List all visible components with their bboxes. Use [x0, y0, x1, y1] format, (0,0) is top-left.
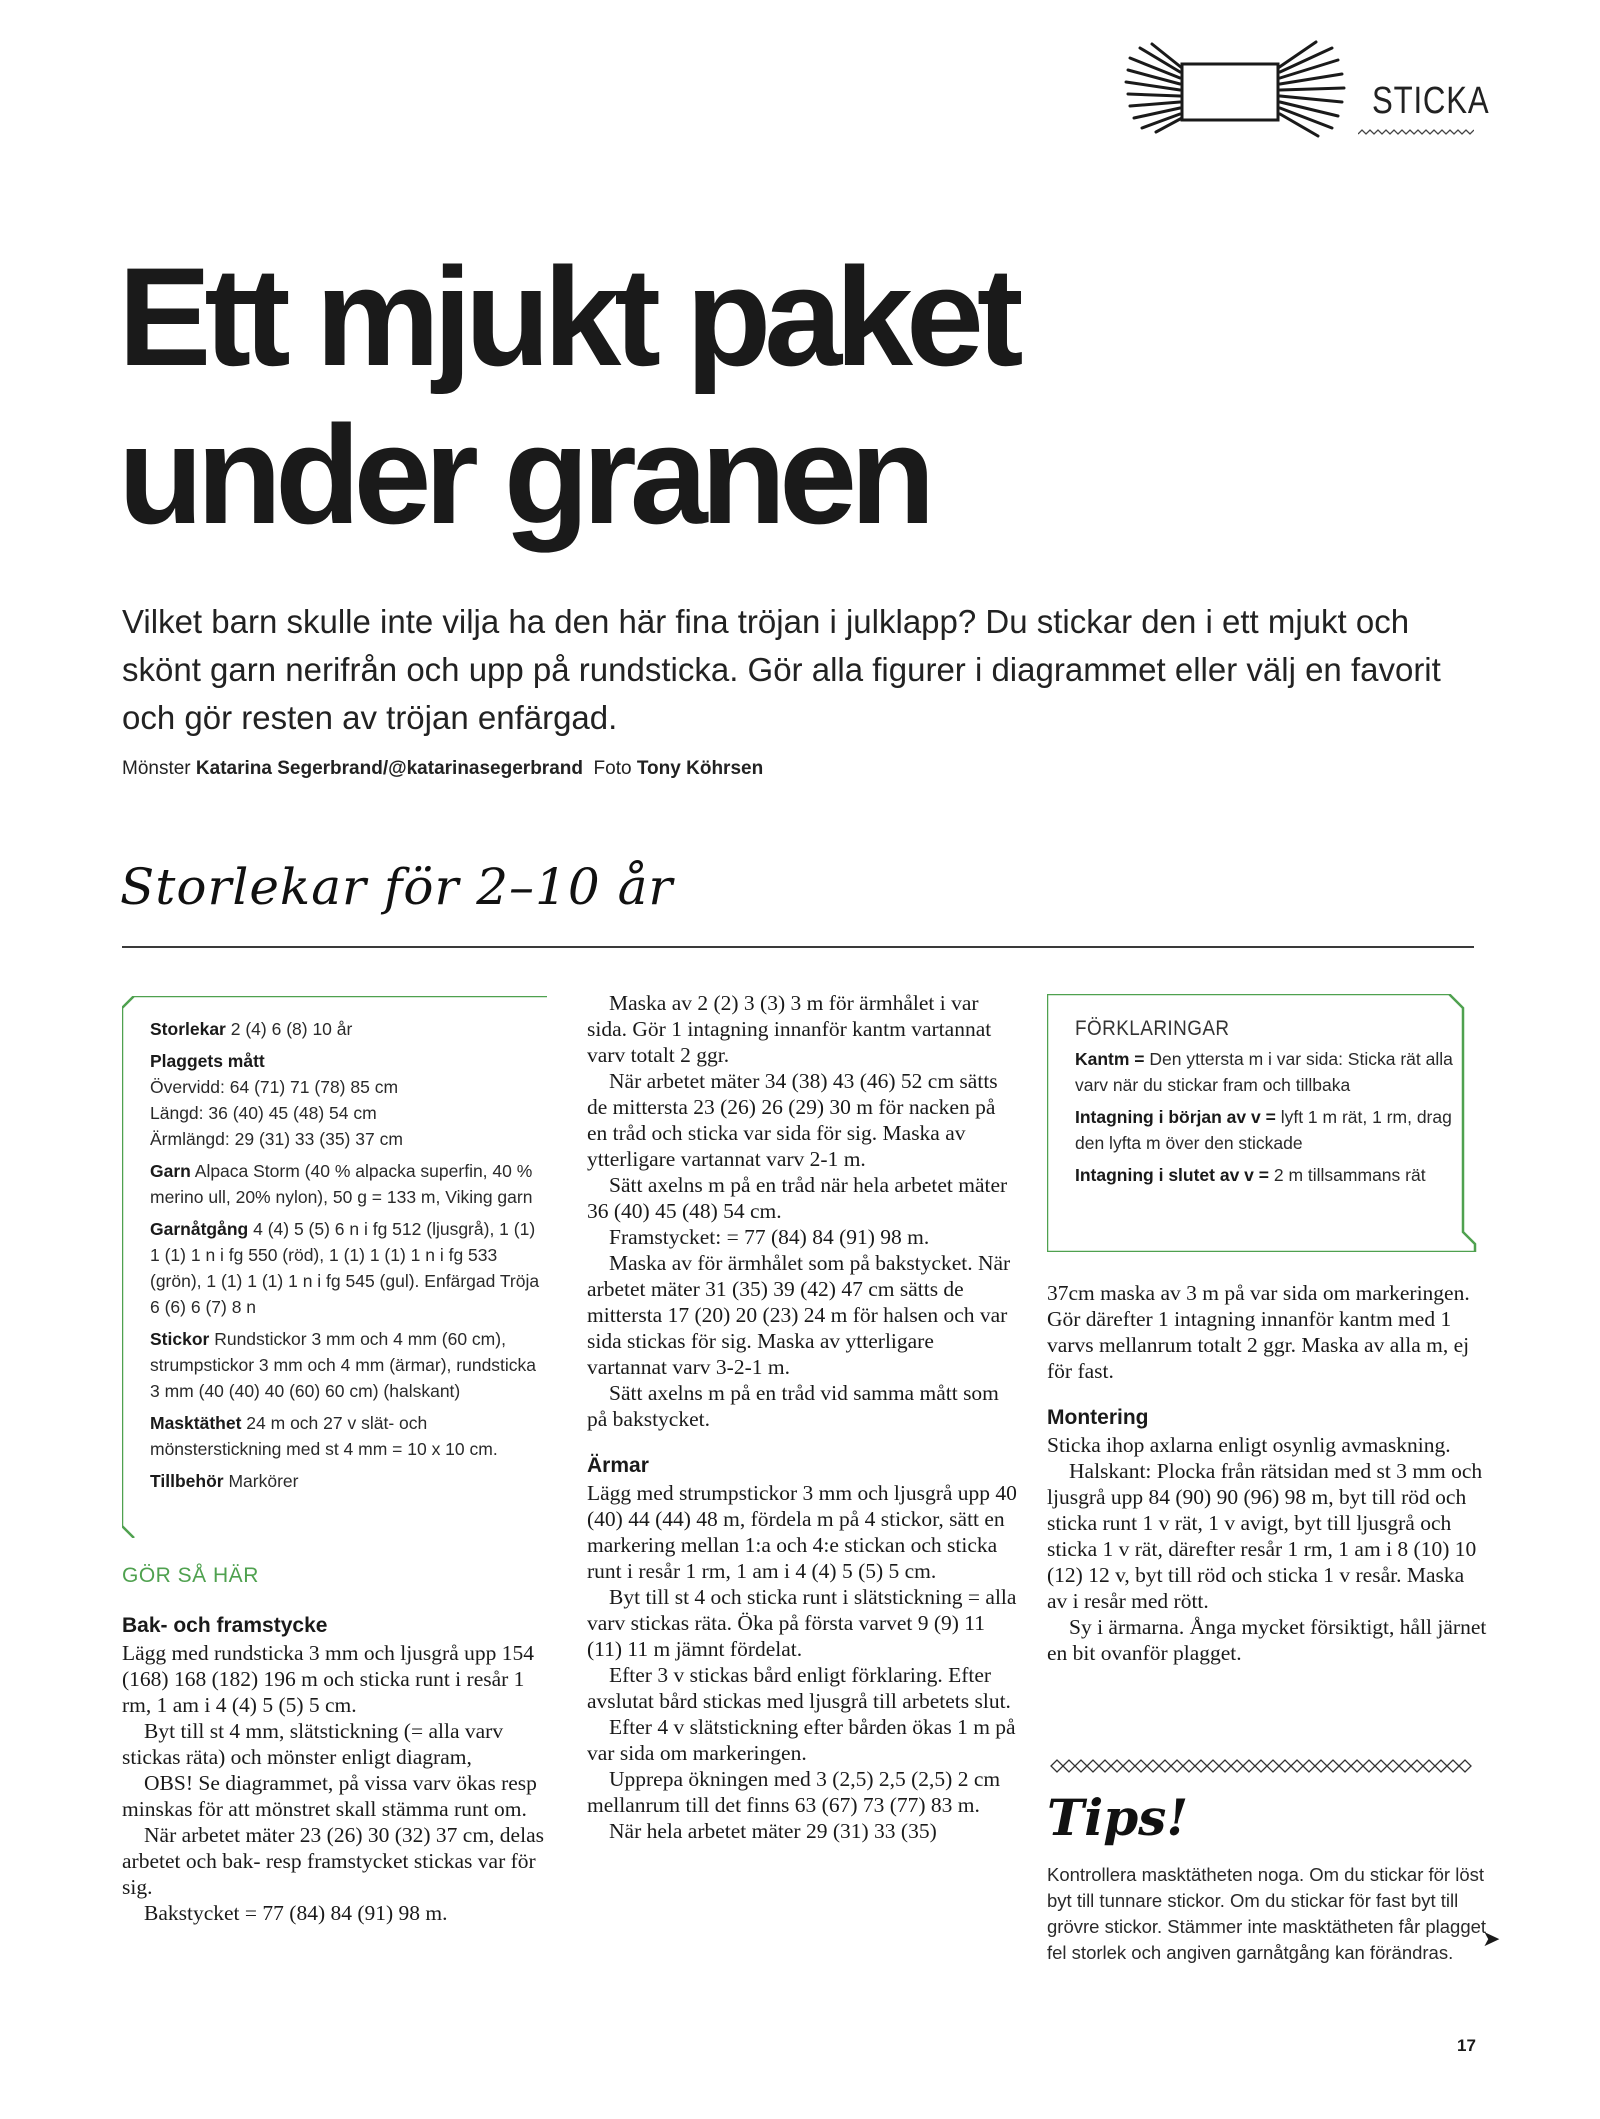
page-number: 17 — [1457, 2036, 1476, 2055]
yarn-label: Garn — [150, 1161, 191, 1181]
paragraph: Byt till st 4 och sticka runt i slätstickning = alla varv stickas räta. Öka på första varvet 9 (9) 11 (11) 11 m jämnt fördelat. — [587, 1585, 1017, 1661]
accessories-label: Tillbehör — [150, 1471, 224, 1491]
pattern-author: Katarina Segerbrand/@katarinasegerbrand — [195, 758, 583, 779]
accessories-value: Markörer — [228, 1471, 299, 1491]
photo-label: Foto — [593, 758, 632, 779]
paragraph: Halskant: Plocka från rätsidan med st 3 mm och ljusgrå upp 84 (90) 90 (96) 98 m, byt till röd och sticka runt 1 v rät, 1 v avigt, byt till ljusgrå och sticka 1 v rät, därefter resår 1 rm, 1 am i 8 (10) 10 (12) 12 v, byt till röd och sticka 1 v resår. Maska av i resår med rött. — [1047, 1459, 1483, 1613]
measure-length: Längd: 36 (40) 45 (48) 54 cm — [150, 1103, 377, 1123]
how-to-heading: GÖR SÅ HÄR — [122, 1564, 259, 1587]
body-heading: Bak- och framstycke — [122, 1614, 328, 1637]
sizes-value: 2 (4) 6 (8) 10 år — [230, 1019, 353, 1039]
article-title — [118, 238, 1418, 554]
pattern-label: Mönster — [122, 758, 191, 779]
zigzag-divider — [1358, 128, 1474, 136]
paragraph: 37cm maska av 3 m på var sida om markeringen. Gör därefter 1 intagning innanför kantm med 1 varvs mellanrum totalt 2 ggr. Maska av alla m, ej för fast. — [1047, 1281, 1470, 1383]
section-label: STICKA — [1372, 80, 1490, 122]
paragraph: Maska av för ärmhålet som på bakstycket. När arbetet mäter 31 (35) 39 (42) 47 cm sätts de mittersta 17 (20) 20 (23) 24 m för halsen och var sida stickas för sig. Maska av ytterligare vartannat varv 3-2-1 m. — [587, 1251, 1011, 1379]
paragraph: Upprepa ökningen med 3 (2,5) 2,5 (2,5) 2 cm mellanrum till det finns 63 (67) 73 (77) 83 m. — [587, 1767, 1001, 1817]
sizes-label: Storlekar — [150, 1019, 226, 1039]
paragraph: Byt till st 4 mm, slätstickning (= alla varv stickas räta) och mönster enligt diagram, — [122, 1719, 504, 1769]
dec-end-label: Intagning i slutet av v = — [1075, 1165, 1269, 1185]
continue-arrow-icon: ➤ — [1482, 1926, 1501, 1951]
paragraph: Sätt axelns m på en tråd när hela arbetet mäter 36 (40) 45 (48) 54 cm. — [587, 1173, 1008, 1223]
needles-label: Stickor — [150, 1329, 210, 1349]
paragraph: Framstycket: = 77 (84) 84 (91) 98 m. — [609, 1225, 930, 1249]
yarn-skein-icon — [1120, 38, 1350, 138]
heading-rule — [122, 946, 1474, 948]
intro-text: Vilket barn skulle inte vilja ha den här fina tröjan i julklapp? Du stickar den i ett mjukt och skönt garn nerifrån och upp på rundsticka. Gör alla figurer i diagrammet eller välj en favorit och gör resten av tröjan enfärgad. — [122, 603, 1441, 736]
paragraph: OBS! Se diagrammet, på vissa varv ökas resp minskas för att mönstret skall stämma runt om. — [122, 1771, 537, 1821]
dec-end-value: 2 m tillsammans rät — [1273, 1165, 1426, 1185]
needles-value: Rundstickor 3 mm och 4 mm (60 cm), strumpstickor 3 mm och 4 mm (ärmar), rundsticka 3 mm (40 (40) 40 (60) 60 cm) (halskant) — [150, 1329, 537, 1401]
gauge-label: Masktäthet — [150, 1413, 242, 1433]
yarn-amount-value: 4 (4) 5 (5) 6 n i fg 512 (ljusgrå), 1 (1) 1 (1) 1 n i fg 550 (röd), 1 (1) 1 (1) 1 n i fg 533 (grön), 1 (1) 1 (1) 1 n i fg 545 (gul). Enfärgad Tröja 6 (6) 6 (7) 8 n — [150, 1219, 540, 1317]
gauge-value: 24 m och 27 v slät- och mönsterstickning med st 4 mm = 10 x 10 cm. — [150, 1413, 498, 1459]
column-2 — [587, 990, 1017, 1844]
tips-text: Kontrollera masktätheten noga. Om du stickar för löst byt till tunnare stickor. Om du stickar för fast byt till grövre stickor. Stämmer inte masktätheten får plagget fel storlek och angiven garnåtgång kan förändras. — [1047, 1864, 1487, 1963]
paragraph: Sätt axelns m på en tråd vid samma mått som på bakstycket. — [587, 1381, 999, 1431]
yarn-amount-label: Garnåtgång — [150, 1219, 249, 1239]
paragraph: Maska av 2 (2) 3 (3) 3 m för ärmhålet i var sida. Gör 1 intagning innanför kantm vartannat varv totalt 2 ggr. — [587, 991, 992, 1067]
paragraph: Lägg med strumpstickor 3 mm och ljusgrå upp 40 (40) 44 (44) 48 m, fördela m på 4 stickor, sätt en markering mellan 1:a och 4:e stickan och sticka runt i resår 1 rm, 1 am i 4 (4) 5 (5) 5 cm. — [587, 1481, 1017, 1583]
credits — [122, 758, 763, 780]
measure-sleeve: Ärmlängd: 29 (31) 33 (35) 37 cm — [150, 1129, 403, 1149]
fact-box — [122, 996, 552, 1538]
dec-start-label: Intagning i början av v = — [1075, 1107, 1276, 1127]
measure-chest: Övervidd: 64 (71) 71 (78) 85 cm — [150, 1077, 399, 1097]
sleeves-heading: Ärmar — [587, 1454, 649, 1477]
column-1 — [122, 1564, 552, 1926]
paragraph: När hela arbetet mäter 29 (31) 33 (35) — [609, 1819, 937, 1843]
assembly-heading: Montering — [1047, 1406, 1149, 1429]
column-3 — [1047, 1280, 1487, 1666]
paragraph: Bakstycket = 77 (84) 84 (91) 98 m. — [144, 1901, 448, 1925]
photo-author: Tony Köhrsen — [636, 758, 764, 779]
paragraph: Sy i ärmarna. Ånga mycket försiktigt, håll järnet en bit ovanför plagget. — [1047, 1615, 1487, 1665]
paragraph: När arbetet mäter 23 (26) 30 (32) 37 cm, delas arbetet och bak- resp framstycket stickas var för sig. — [122, 1823, 544, 1899]
kantm-value: Den yttersta m i var sida: Sticka rät alla varv när du stickar fram och tillbaka — [1075, 1049, 1453, 1095]
kantm-label: Kantm = — [1075, 1049, 1145, 1069]
paragraph: När arbetet mäter 34 (38) 43 (46) 52 cm sätts de mittersta 23 (26) 26 (29) 30 m för nacken på en tråd och sticka var sida för sig. Maska av ytterligare vartannat varv 2-1 m. — [587, 1069, 998, 1171]
title-line-1: Ett mjukt paket — [118, 238, 1017, 395]
yarn-value: Alpaca Storm (40 % alpacka superfin, 40 % merino ull, 20% nylon), 50 g = 133 m, Viking garn — [150, 1161, 533, 1207]
explanations-box — [1047, 994, 1477, 1252]
dec-start-value: lyft 1 m rät, 1 rm, drag den lyfta m över den stickade — [1075, 1107, 1452, 1153]
paragraph: Sticka ihop axlarna enligt osynlig avmaskning. — [1047, 1433, 1451, 1457]
paragraph: Efter 4 v slätstickning efter bården ökas 1 m på var sida om markeringen. — [587, 1715, 1016, 1765]
title-line-2: under granen — [118, 396, 929, 553]
diamond-divider — [1047, 1758, 1477, 1774]
tips-heading: Tips! — [1047, 1788, 1189, 1847]
paragraph: Efter 3 v stickas bård enligt förklaring. Efter avslutat bård stickas med ljusgrå till arbetets slut. — [587, 1663, 1011, 1713]
measures-label: Plaggets mått — [150, 1051, 265, 1071]
sizes-heading: Storlekar för 2–10 år — [120, 858, 674, 916]
explanations-title: FÖRKLARINGAR — [1075, 1017, 1230, 1040]
paragraph: Lägg med rundsticka 3 mm och ljusgrå upp 154 (168) 168 (182) 196 m och sticka runt i resår 1 rm, 1 am i 4 (4) 5 (5) 5 cm. — [122, 1641, 535, 1717]
